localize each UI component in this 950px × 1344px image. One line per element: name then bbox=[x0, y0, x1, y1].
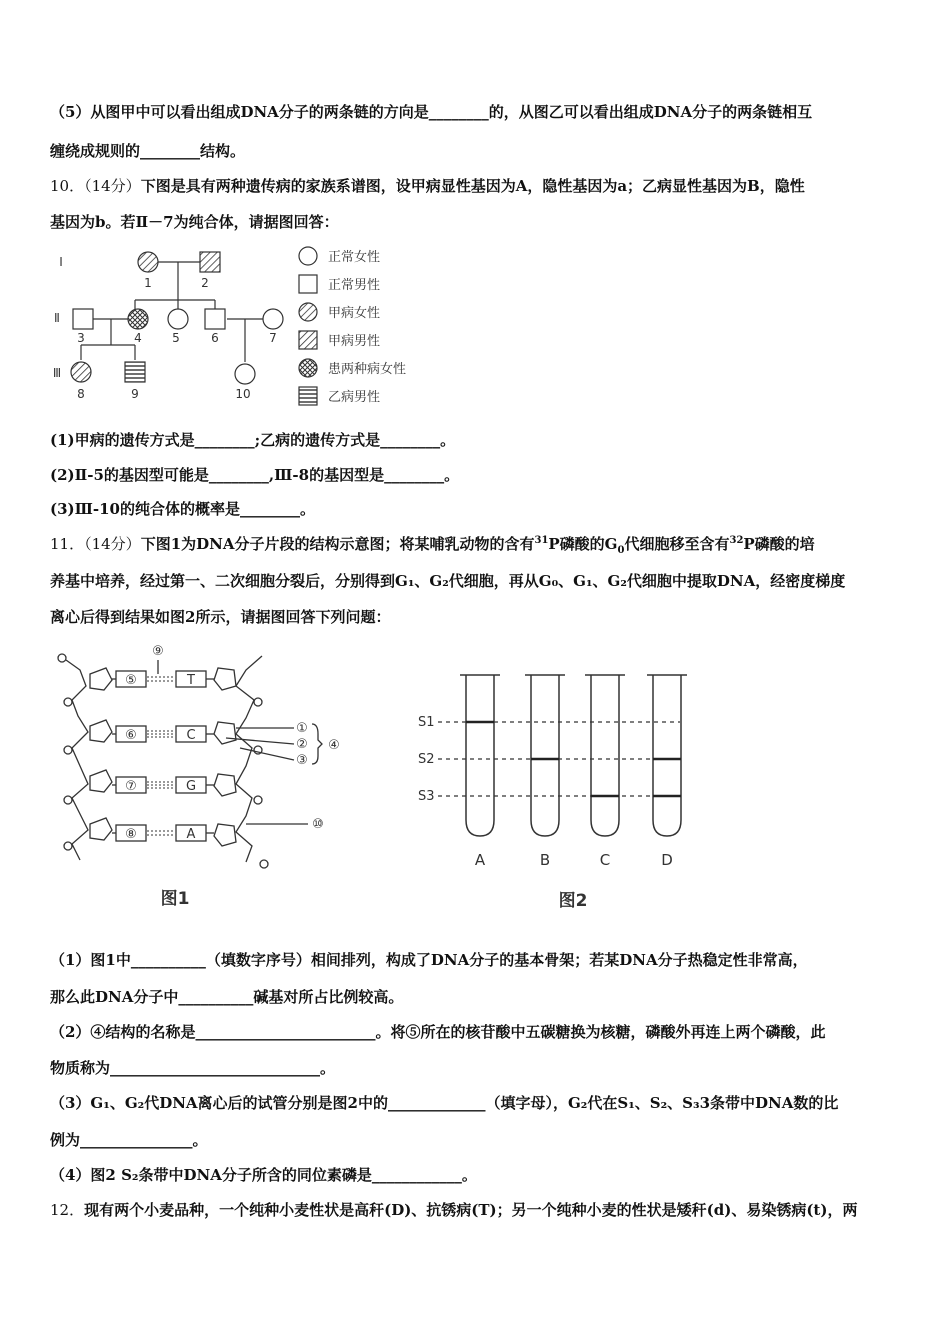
label-2: ② bbox=[296, 737, 308, 752]
member-label-1: 1 bbox=[144, 276, 152, 290]
pedigree-figure bbox=[45, 240, 445, 410]
q9-line-2: 缠绕成规则的________结构。 bbox=[50, 142, 246, 160]
legend-label-2: 正常男性 bbox=[328, 278, 381, 293]
band-label-s2: S2 bbox=[418, 752, 435, 767]
sup-32: 32 bbox=[729, 535, 744, 546]
member-label-6: 6 bbox=[211, 331, 219, 345]
q12-number: 12． bbox=[50, 1201, 85, 1219]
q11-sub-1b: 那么此DNA分子中__________碱基对所占比例较高。 bbox=[50, 988, 404, 1006]
label-4: ④ bbox=[328, 738, 340, 753]
q11-stem-b: P磷酸的G bbox=[548, 535, 618, 553]
q11-stem-d: P磷酸的培 bbox=[743, 535, 815, 553]
q11-sub-3b: 例为_______________。 bbox=[50, 1131, 208, 1149]
base-t: T bbox=[187, 673, 195, 688]
member-4-two-disease-female bbox=[128, 309, 148, 329]
fig2-caption: 图2 bbox=[558, 891, 588, 911]
tube-label-d: D bbox=[661, 851, 673, 869]
tube-label-a: A bbox=[474, 851, 486, 869]
legend-label-1: 正常女性 bbox=[328, 250, 381, 265]
legend-normal-male-symbol bbox=[299, 275, 317, 293]
gen-label-2: Ⅱ bbox=[54, 311, 60, 325]
label-5: ⑤ bbox=[125, 673, 137, 688]
q11-sub-3a: （3）G₁、G₂代DNA离心后的试管分别是图2中的_____________（填字母），G₂代在S₁、S₂、S₃3条带中DNA数的比 bbox=[50, 1094, 839, 1112]
q12-stem: 现有两个小麦品种，一个纯种小麦性状是高秆(D)、抗锈病(T)；另一个纯种小麦的性状是矮秆(d)、易染锈病(t)，两 bbox=[84, 1201, 858, 1219]
member-label-10: 10 bbox=[235, 387, 251, 401]
gen-label-3: Ⅲ bbox=[52, 366, 62, 380]
fig1-caption: 图1 bbox=[160, 889, 190, 909]
q10-stem: 下图是具有两种遗传病的家族系谱图，设甲病显性基因为A，隐性基因为a；乙病显性基因为B，隐性 bbox=[140, 177, 805, 195]
legend-normal-female-symbol bbox=[299, 247, 317, 265]
member-label-8: 8 bbox=[77, 387, 85, 401]
q10-line-1 bbox=[50, 175, 805, 196]
label-9: ⑨ bbox=[152, 644, 164, 659]
q11-line-2: 养基中培养，经过第一、二次细胞分裂后，分别得到G₁、G₂代细胞，再从G₀、G₁、G₂代细胞中提取DNA，经密度梯度 bbox=[50, 572, 846, 590]
member-10-normal-female bbox=[235, 364, 255, 384]
q11-sub-2b: 物质称为____________________________。 bbox=[50, 1059, 336, 1077]
q11-sub-4: （4）图2 S₂条带中DNA分子所含的同位素磷是____________。 bbox=[50, 1166, 477, 1184]
q12-line-1 bbox=[50, 1199, 857, 1220]
q11-points: （14分） bbox=[84, 535, 141, 553]
q11-line-1 bbox=[50, 533, 815, 556]
gen-label-1: Ⅰ bbox=[59, 255, 63, 269]
tube-label-b: B bbox=[539, 851, 551, 869]
label-7: ⑦ bbox=[125, 779, 137, 794]
band-label-s3: S3 bbox=[418, 789, 435, 804]
q10-line-2: 基因为b。若Ⅱ－7为纯合体，请据图回答： bbox=[50, 213, 339, 231]
q11-sub-2a: （2）④结构的名称是________________________。将⑤所在的核苷酸中五碳糖换为核糖，磷酸外再连上两个磷酸，此 bbox=[50, 1023, 826, 1041]
q10-sub-1: (1)甲病的遗传方式是________;乙病的遗传方式是________。 bbox=[50, 431, 456, 449]
q11-stem-c: 代细胞移至含有 bbox=[624, 535, 730, 553]
member-label-7: 7 bbox=[269, 331, 277, 345]
legend-affected-female-symbol bbox=[299, 303, 317, 321]
q11-line-3: 离心后得到结果如图2所示，请据图回答下列问题： bbox=[50, 608, 391, 626]
legend-label-5: 患两种病女性 bbox=[328, 362, 407, 377]
label-1: ① bbox=[296, 721, 308, 736]
q11-sub-1a: （1）图1中__________（填数字序号）相间排列，构成了DNA分子的基本骨架；若某DNA分子热稳定性非常高， bbox=[50, 951, 808, 969]
q10-sub-2: (2)Ⅱ-5的基因型可能是________,Ⅲ-8的基因型是________。 bbox=[50, 466, 460, 484]
member-3-normal-male bbox=[73, 309, 93, 329]
member-8-affected-female bbox=[71, 362, 91, 382]
base-g: G bbox=[185, 779, 197, 794]
band-label-s1: S1 bbox=[418, 715, 435, 730]
member-label-9: 9 bbox=[131, 387, 139, 401]
legend-disease-b-male-symbol bbox=[299, 387, 317, 405]
legend-label-6: 乙病男性 bbox=[328, 390, 381, 405]
dna-structure-figure bbox=[50, 638, 350, 918]
tube-label-c: C bbox=[599, 851, 611, 869]
member-1-affected-female bbox=[138, 252, 158, 272]
member-label-4: 4 bbox=[134, 331, 142, 345]
member-7-normal-female bbox=[263, 309, 283, 329]
member-label-2: 2 bbox=[201, 276, 209, 290]
legend-two-disease-female-symbol bbox=[299, 359, 317, 377]
q10-number: 10． bbox=[50, 177, 85, 195]
label-6: ⑥ bbox=[125, 728, 137, 743]
label-3: ③ bbox=[296, 753, 308, 768]
member-9-disease-b-male bbox=[125, 362, 145, 382]
q10-sub-3: (3)Ⅲ-10的纯合体的概率是________。 bbox=[50, 500, 315, 518]
member-label-3: 3 bbox=[77, 331, 85, 345]
sup-31: 31 bbox=[534, 535, 549, 546]
base-c: C bbox=[186, 728, 196, 743]
sub-0: 0 bbox=[617, 545, 625, 556]
member-label-5: 5 bbox=[172, 331, 180, 345]
q11-stem-a: 下图1为DNA分子片段的结构示意图；将某哺乳动物的含有 bbox=[140, 535, 535, 553]
label-10: ⑩ bbox=[312, 817, 324, 832]
legend-affected-male-symbol bbox=[299, 331, 317, 349]
centrifuge-tubes-figure bbox=[410, 660, 700, 920]
label-8: ⑧ bbox=[125, 827, 137, 842]
member-5-normal-female bbox=[168, 309, 188, 329]
legend-label-3: 甲病女性 bbox=[328, 306, 381, 321]
q9-line-1: （5）从图甲中可以看出组成DNA分子的两条链的方向是________的，从图乙可以看出组成DNA分子的两条链相互 bbox=[50, 103, 813, 121]
base-a: A bbox=[186, 827, 196, 842]
q11-number: 11． bbox=[50, 535, 85, 553]
q10-points: （14分） bbox=[84, 177, 141, 195]
member-6-normal-male bbox=[205, 309, 225, 329]
legend-label-4: 甲病男性 bbox=[328, 334, 381, 349]
member-2-affected-male bbox=[200, 252, 220, 272]
